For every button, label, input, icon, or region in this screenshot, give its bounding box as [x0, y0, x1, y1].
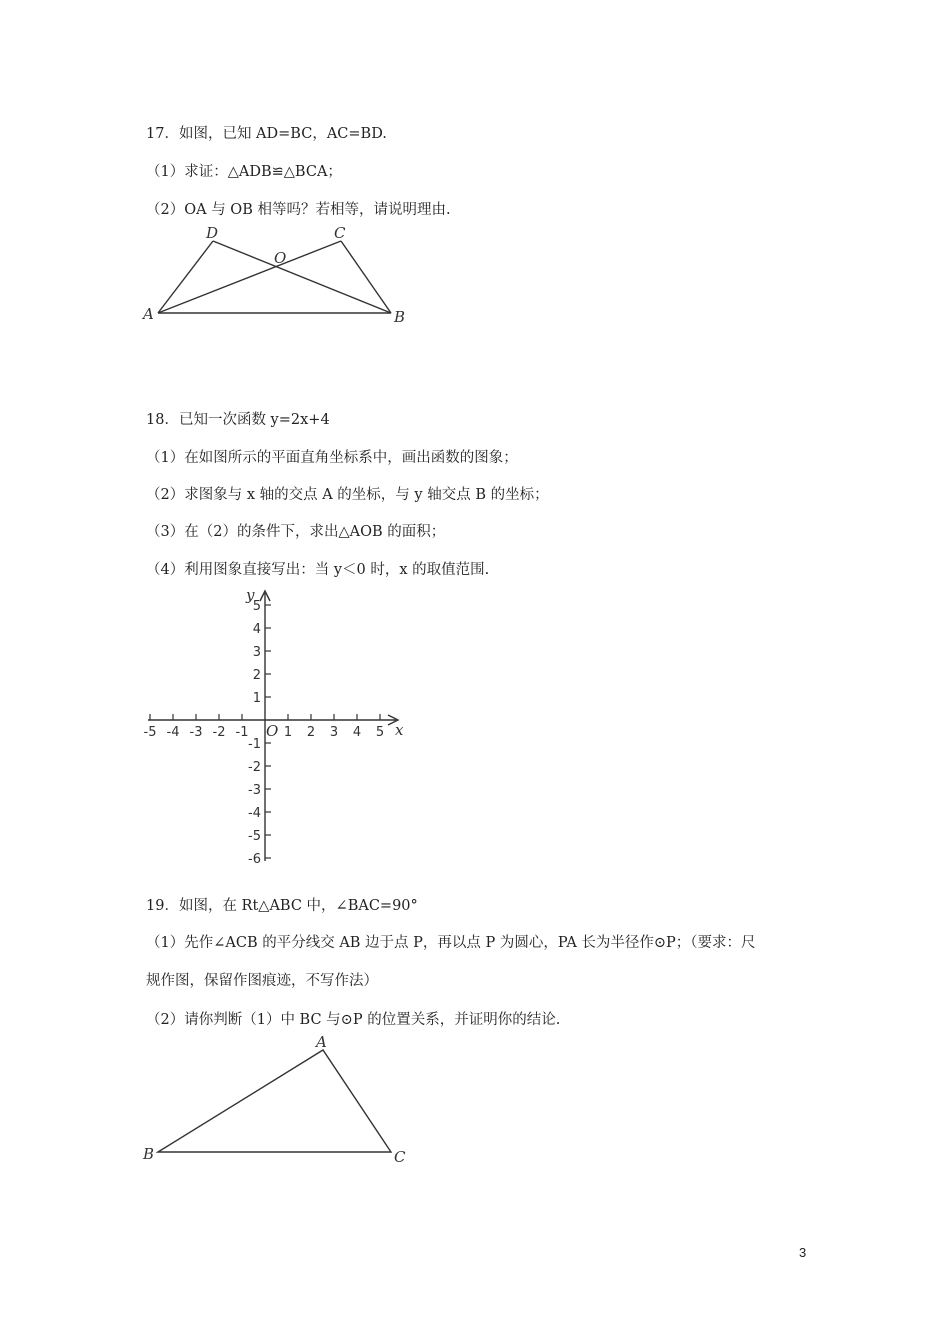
q18-part2: （2）求图象与 x 轴的交点 A 的坐标，与 y 轴交点 B 的坐标； [146, 487, 549, 503]
label-o: O [274, 249, 287, 267]
q17-stem: 17．如图，已知 AD=BC，AC=BD. [146, 126, 387, 142]
q19-part1-line1: （1）先作∠ACB 的平分线交 AB 边于点 P，再以点 P 为圆心，PA 长为半径作⊙P；（要求：尺 [146, 935, 756, 951]
q17-part2: （2）OA 与 OB 相等吗？若相等，请说明理由. [146, 202, 451, 218]
x-tick-label: 3 [329, 725, 339, 740]
q19-stem: 19．如图，在 Rt△ABC 中，∠BAC=90° [146, 898, 418, 914]
label-b: B [143, 1145, 155, 1163]
label-a: A [143, 305, 154, 323]
label-c: C [394, 1148, 406, 1166]
q18-part4: （4）利用图象直接写出：当 y＜0 时，x 的取值范围. [146, 562, 490, 578]
y-tick-label: 2 [252, 668, 261, 683]
origin-label: O [266, 722, 279, 740]
y-tick-label: 1 [252, 691, 261, 706]
label-d: D [206, 224, 219, 242]
q17-figure [138, 222, 418, 330]
q19-figure [138, 1030, 418, 1170]
q17-part1: （1）求证：△ADB≌△BCA； [146, 164, 342, 180]
coordinate-grid [138, 583, 410, 865]
q19-part1-line2: 规作图，保留作图痕迹，不写作法） [146, 973, 378, 989]
x-tick-label: -2 [212, 725, 226, 740]
triangle-abc [158, 1050, 391, 1152]
label-b: B [394, 308, 406, 326]
y-tick-label: -5 [248, 829, 261, 844]
y-tick-label: 4 [252, 622, 261, 637]
x-tick-label: 5 [375, 725, 385, 740]
x-tick-label: 4 [352, 725, 362, 740]
q18-part1: （1）在如图所示的平面直角坐标系中，画出函数的图象； [146, 450, 518, 466]
x-tick-label: -3 [189, 725, 203, 740]
x-tick-label: -5 [143, 725, 157, 740]
page-number: 3 [799, 1245, 807, 1260]
y-tick-label: -4 [248, 806, 261, 821]
y-tick-label: 5 [252, 599, 261, 614]
q18-part3: （3）在（2）的条件下，求出△AOB 的面积； [146, 524, 446, 540]
y-tick-label: -1 [248, 737, 261, 752]
y-tick-label: 3 [252, 645, 261, 660]
x-axis-label: x [395, 721, 404, 739]
y-tick-label: -6 [248, 852, 261, 865]
y-axis-label: y [246, 586, 255, 604]
y-tick-label: -2 [248, 760, 261, 775]
q18-stem: 18．已知一次函数 y=2x+4 [146, 412, 330, 428]
x-tick-label: 1 [283, 725, 293, 740]
x-tick-label: 2 [306, 725, 316, 740]
x-tick-label: -4 [166, 725, 180, 740]
label-a: A [316, 1033, 327, 1051]
segment-db [213, 241, 391, 313]
q19-part2: （2）请你判断（1）中 BC 与⊙P 的位置关系，并证明你的结论. [146, 1012, 561, 1028]
x-tick-label: -1 [235, 725, 249, 740]
label-c: C [334, 224, 346, 242]
y-tick-label: -3 [248, 783, 261, 798]
